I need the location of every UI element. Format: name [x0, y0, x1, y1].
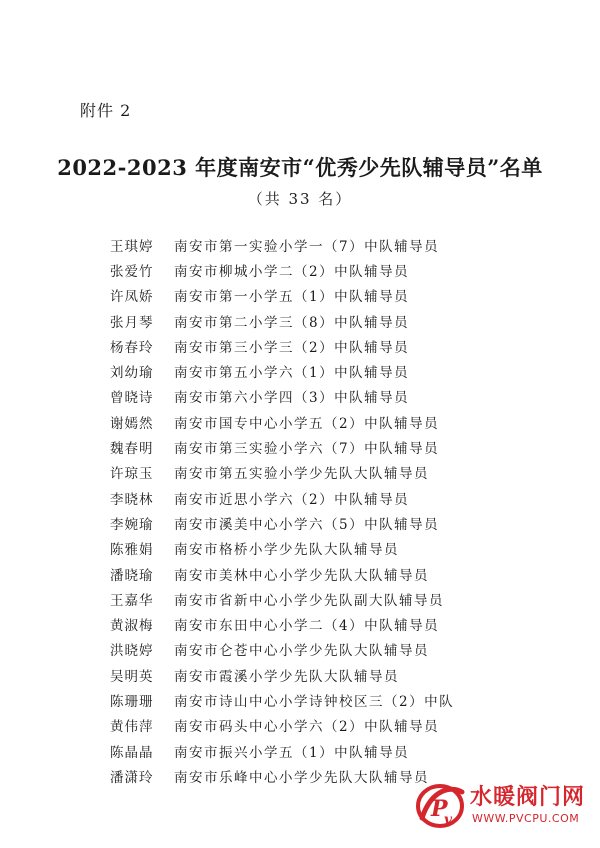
- watermark-url: WWW.PVCPU.COM: [472, 812, 580, 825]
- list-item: [110, 358, 570, 383]
- honoree-name: 许凤娇: [110, 289, 154, 306]
- honoree-name: 洪晓婷: [110, 643, 154, 660]
- honoree-unit: 南安市码头中心小学六（2）中队辅导员: [174, 719, 440, 736]
- honoree-name: 张爱竹: [110, 263, 154, 280]
- honoree-name: 谢嫣然: [110, 415, 154, 432]
- list-item: [110, 460, 570, 485]
- honoree-name: 王嘉华: [110, 592, 154, 609]
- document-title: 2022-2023 年度南安市“优秀少先队辅导员”名单: [57, 155, 543, 180]
- list-item: [110, 536, 570, 561]
- site-watermark: [412, 778, 592, 838]
- document-subtitle: （共 33 名）: [247, 190, 353, 208]
- honoree-unit: 南安市振兴小学五（1）中队辅导员: [174, 744, 410, 761]
- list-item: [110, 713, 570, 738]
- honoree-name: 曾晓诗: [110, 390, 154, 407]
- svg-text:v: v: [444, 812, 453, 828]
- list-item: [110, 283, 570, 308]
- honoree-unit: 南安市第一实验小学一（7）中队辅导员: [174, 238, 440, 255]
- honoree-unit: 南安市东田中心小学二（4）中队辅导员: [174, 618, 440, 635]
- pv-logo-icon: [412, 778, 468, 834]
- honoree-name: 陈珊珊: [110, 693, 154, 710]
- honoree-unit: 南安市第三小学三（2）中队辅导员: [174, 339, 410, 356]
- honoree-name: 黄伟萍: [110, 719, 154, 736]
- honoree-unit: 南安市诗山中心小学诗钟校区三（2）中队: [174, 693, 455, 710]
- list-item: [110, 738, 570, 763]
- honoree-name: 许琼玉: [110, 466, 154, 483]
- honoree-unit: 南安市第二小学三（8）中队辅导员: [174, 314, 410, 331]
- honoree-name: 陈雅娟: [110, 542, 154, 559]
- honoree-name: 杨春玲: [110, 339, 154, 356]
- list-item: [110, 485, 570, 510]
- honoree-unit: 南安市格桥小学少先队大队辅导员: [174, 542, 399, 559]
- honoree-name: 李婉瑜: [110, 516, 154, 533]
- list-item: [110, 586, 570, 611]
- watermark-brand: 水暖阀门网: [470, 785, 586, 810]
- honoree-name: 刘幼瑜: [110, 365, 154, 382]
- list-item: [110, 333, 570, 358]
- honoree-unit: 南安市霞溪小学少先队大队辅导员: [174, 668, 399, 685]
- honoree-name: 潘潇玲: [110, 769, 154, 786]
- list-item: [110, 308, 570, 333]
- honoree-name: 潘晓瑜: [110, 567, 154, 584]
- honoree-list: [110, 232, 570, 789]
- honoree-unit: 南安市近思小学六（2）中队辅导员: [174, 491, 410, 508]
- list-item: [110, 687, 570, 712]
- honoree-unit: 南安市第一小学五（1）中队辅导员: [174, 289, 410, 306]
- honoree-unit: 南安市第五小学六（1）中队辅导员: [174, 365, 410, 382]
- honoree-unit: 南安市仑苍中心小学少先队大队辅导员: [174, 643, 429, 660]
- honoree-unit: 南安市第三实验小学六（7）中队辅导员: [174, 441, 440, 458]
- honoree-unit: 南安市溪美中心小学六（5）中队辅导员: [174, 516, 440, 533]
- honoree-name: 吴明英: [110, 668, 154, 685]
- honoree-name: 张月琴: [110, 314, 154, 331]
- honoree-unit: 南安市乐峰中心小学少先队大队辅导员: [174, 769, 429, 786]
- list-item: [110, 434, 570, 459]
- honoree-unit: 南安市第六小学四（3）中队辅导员: [174, 390, 410, 407]
- list-item: [110, 409, 570, 434]
- list-item: [110, 662, 570, 687]
- list-item: [110, 637, 570, 662]
- honoree-unit: 南安市柳城小学二（2）中队辅导员: [174, 263, 410, 280]
- honoree-name: 王琪婷: [110, 238, 154, 255]
- list-item: [110, 384, 570, 409]
- honoree-unit: 南安市省新中心小学少先队副大队辅导员: [174, 592, 444, 609]
- list-item: [110, 561, 570, 586]
- honoree-unit: 南安市国专中心小学五（2）中队辅导员: [174, 415, 440, 432]
- list-item: [110, 510, 570, 535]
- honoree-unit: 南安市美林中心小学少先队大队辅导员: [174, 567, 429, 584]
- list-item: [110, 232, 570, 257]
- honoree-name: 陈晶晶: [110, 744, 154, 761]
- list-item: [110, 611, 570, 636]
- honoree-name: 黄淑梅: [110, 618, 154, 635]
- honoree-name: 李晓林: [110, 491, 154, 508]
- attachment-label: 附件 2: [80, 101, 132, 120]
- honoree-name: 魏春明: [110, 441, 154, 458]
- list-item: [110, 257, 570, 282]
- honoree-unit: 南安市第五实验小学少先队大队辅导员: [174, 466, 429, 483]
- svg-text:P: P: [431, 796, 448, 822]
